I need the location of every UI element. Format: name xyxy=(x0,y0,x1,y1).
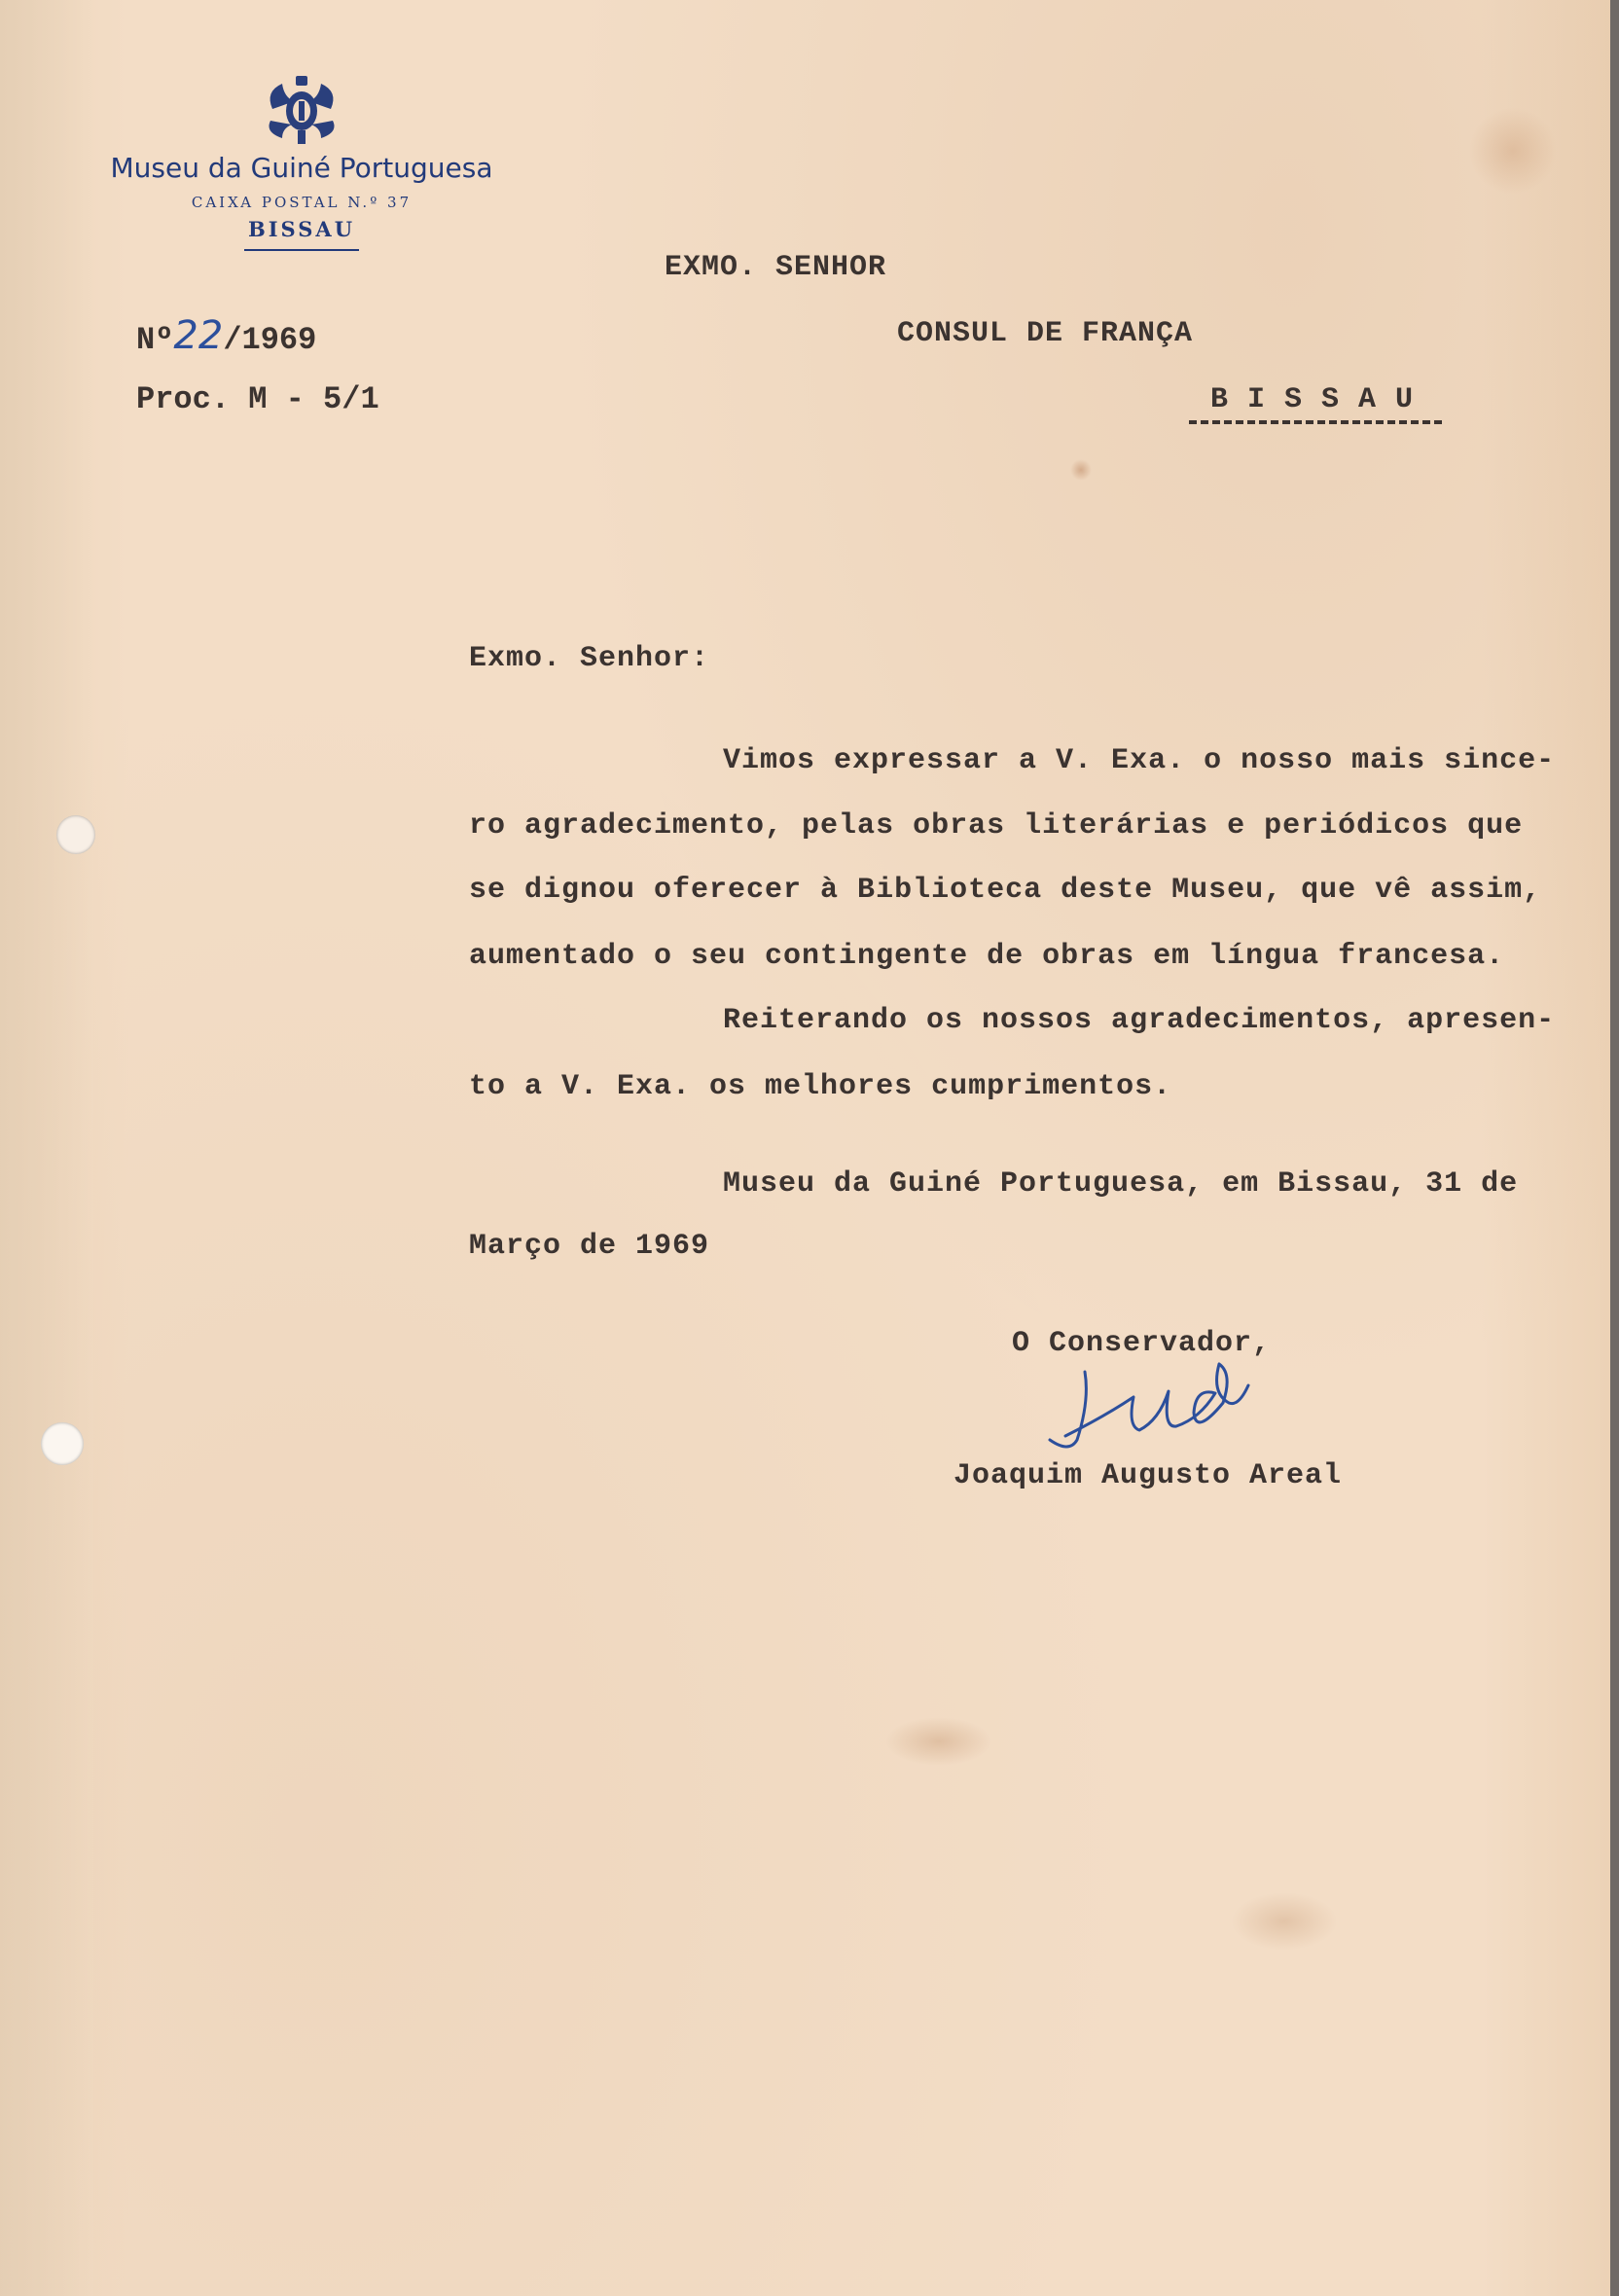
body-p2-line2: to a V. Exa. os melhores cumprimentos. xyxy=(469,1070,1172,1103)
stain xyxy=(1070,459,1092,481)
stain xyxy=(1231,1892,1338,1951)
body-p1-line3: se dignou oferecer à Biblioteca deste Museu, que vê assim, xyxy=(469,874,1542,907)
addressee-city: B I S S A U xyxy=(1210,383,1415,416)
reference-number xyxy=(136,313,316,358)
reference-year: /1969 xyxy=(223,322,317,358)
reference-prefix: Nº xyxy=(136,322,174,358)
place-date-line1: Museu da Guiné Portuguesa, em Bissau, 31 de xyxy=(723,1167,1519,1201)
body-p1-line2: ro agradecimento, pelas obras literárias e periódicos que xyxy=(469,809,1524,843)
museum-name: Museu da Guiné Portuguesa xyxy=(110,152,493,184)
crest-icon xyxy=(253,70,350,148)
signatory-name: Joaquim Augusto Areal xyxy=(953,1459,1343,1492)
punch-hole-top xyxy=(56,815,95,854)
stain xyxy=(885,1717,992,1766)
body-p1-line4: aumentado o seu contingente de obras em língua francesa. xyxy=(469,940,1505,973)
closing-title: O Conservador, xyxy=(1012,1327,1272,1360)
postal-box: CAIXA POSTAL N.º 37 xyxy=(191,194,413,211)
addressee-line2: CONSUL DE FRANÇA xyxy=(897,317,1194,350)
salutation: Exmo. Senhor: xyxy=(469,642,710,675)
city-underline xyxy=(1189,420,1442,424)
handwritten-number: 22 xyxy=(173,313,224,358)
letterhead-city: BISSAU xyxy=(247,217,356,241)
process-number: Proc. M - 5/1 xyxy=(136,381,379,417)
letterhead-rule xyxy=(244,249,359,251)
signature-mark xyxy=(1026,1343,1270,1469)
place-date-line2: Março de 1969 xyxy=(469,1230,710,1263)
body-p1-line1: Vimos expressar a V. Exa. o nosso mais since- xyxy=(723,744,1556,777)
stain xyxy=(1469,107,1557,195)
addressee-line1: EXMO. SENHOR xyxy=(665,251,887,284)
punch-hole-bottom xyxy=(41,1422,84,1465)
paper-edge xyxy=(0,0,93,2296)
body-p2-line1: Reiterando os nossos agradecimentos, apresen- xyxy=(723,1004,1556,1037)
letterhead xyxy=(78,70,525,251)
